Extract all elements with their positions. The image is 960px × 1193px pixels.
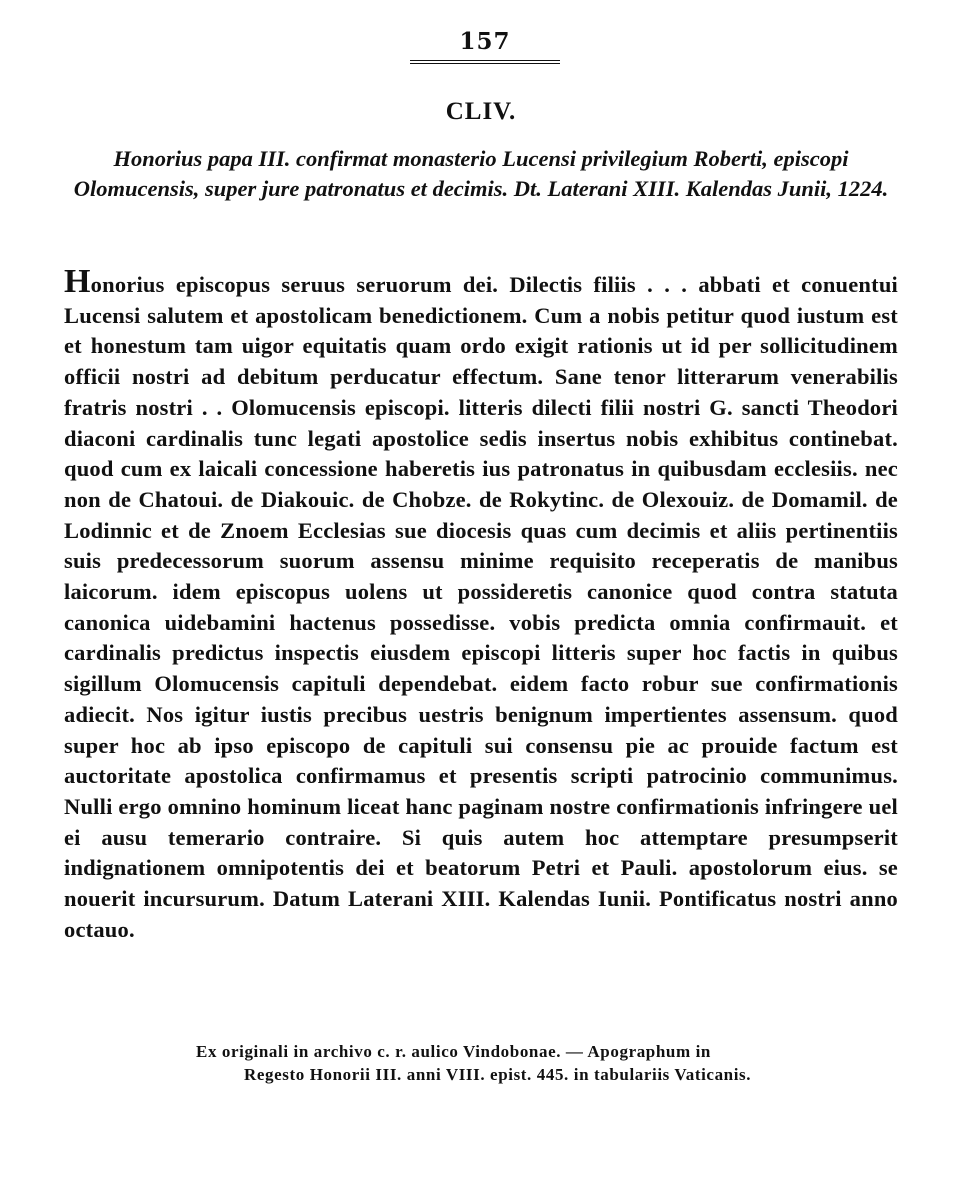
document-summary: Honorius papa III. confirmat monasterio Lucensi privilegium Roberti, episcopi Olomucensis, super jure patronatus et decimis. Dt. Laterani XIII. Kalendas Junii, 1224.: [73, 146, 889, 201]
drop-initial: H: [64, 263, 91, 300]
document-number: CLIV.: [445, 98, 517, 125]
page-number: 157: [459, 28, 511, 55]
page-header: [410, 28, 560, 64]
source-note-line-2: Regesto Honorii III. anni VIII. epist. 445. in tabulariis Vaticanis.: [244, 1065, 752, 1084]
source-note-line-1: Ex originali in archivo c. r. aulico Vindobonae. — Apographum in: [196, 1042, 711, 1061]
source-note: [196, 1040, 896, 1086]
body-text: onorius episcopus seruus seruorum dei. Dilectis filiis . . . abbati et conuentui Lucensi salutem et apostolicam benedictionem. Cum a nobis petitur quod iustum est et honestum tam uigor equitatis quam ordo exigit rationis ut id per sollicitudinem officii nostri ad debitum perducatur effectum. Sane tenor litterarum venerabilis fratris nostri . . Olomucensis episcopi. litteris dilecti filii nostri G. sancti Theodori diaconi cardinalis tunc legati apostolice sedis insertus nobis exhibitus continebat. quod cum ex laicali concessione haberetis ius patronatus in quibusdam ecclesiis. nec non de Chatoui. de Diakouic. de Chobze. de Rokytinc. de Olexouiz. de Domamil. de Lodinnic et de Znoem Ecclesias sue diocesis quas cum decimis et aliis pertinentiis suis predecessorum suorum assensu minime requisito receperatis de manibus laicorum. idem episcopus uolens ut possideretis canonice quod contra statuta canonica uidebamini hactenus possedisse. vobis predicta omnia confirmauit. et cardinalis predictus inspectis eiusdem episcopi litteris super hoc factis in quibus sigillum Olomucensis capituli dependebat. eidem facto robur sue confirmationis adiecit. Nos igitur iustis precibus uestris benignum impertientes assensum. quod super hoc ab ipso episcopo de capituli sui consensu pie ac prouide factum est auctoritate apostolica confirmamus et presentis scripti patrocinio communimus. Nulli ergo omnino hominum liceat hanc paginam nostre confirmationis infringere uel ei ausu temerario contraire. Si quis autem hoc attemptare presumpserit indignationem omnipotentis dei et beatorum Petri et Pauli. apostolorum eius. se nouerit incursurum. Datum Laterani XIII. Kalendas Iunii. Pontificatus nostri anno octauo.: [64, 272, 898, 942]
header-rule: [410, 60, 560, 64]
document-body: [64, 263, 898, 945]
